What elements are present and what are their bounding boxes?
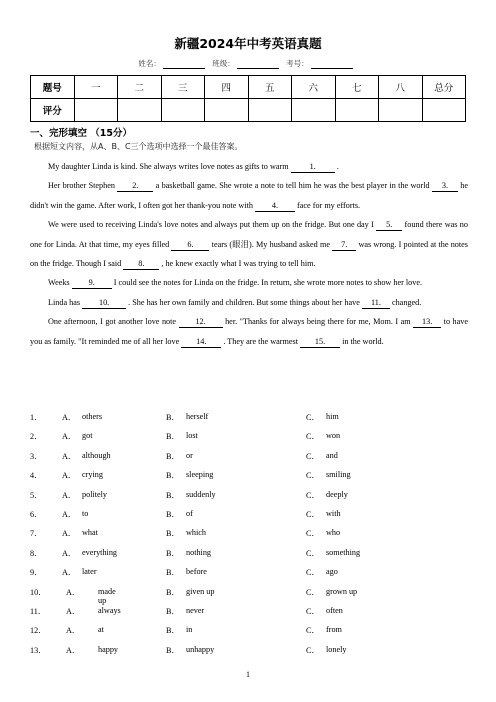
score-empty-cell [292,99,336,122]
blank-13: 13. [413,317,441,328]
blank-1: 1. [291,162,335,173]
answer-options-list [30,412,470,664]
option-b: unhappy [186,644,215,654]
option-row [30,548,470,567]
option-a [66,605,121,617]
option-row [30,451,470,470]
option-b: nothing [186,547,212,557]
option-a-letter: A． [66,626,81,636]
option-c-letter: C． [306,529,320,539]
option-c: who [326,528,341,538]
page-title: 新疆2024年中考英语真题 [174,36,322,51]
option-c-letter: C． [306,471,320,481]
question-number: 4． [30,471,43,481]
option-a [66,586,116,605]
question-number: 12． [30,626,47,636]
option-c: often [326,605,343,615]
option-a [62,431,93,442]
option-a-letter: A． [62,413,77,422]
class-blank [237,60,279,69]
option-c-letter: C． [306,645,320,655]
score-table-header-row [31,76,466,99]
option-a-text: others [82,412,103,421]
option-row [30,645,470,664]
option-b: given up [186,586,215,596]
question-number: 8． [30,548,43,558]
question-number: 13． [30,645,47,655]
score-cell: 二 [118,76,162,99]
section-instruction: 根据短文内容，从A、B、C三个选项中选择一个最佳答案。 [34,142,243,151]
name-blank [163,60,205,69]
option-a [66,625,104,636]
option-b-letter: B． [166,529,180,539]
score-row-label: 评分 [31,99,75,122]
option-b-letter: B． [166,413,180,422]
score-empty-cell [379,99,423,122]
passage-paragraph: Linda has 10. . She has her own family and children. But some things about her have 11. changed. [48,297,422,307]
passage-paragraph: We were used to receiving Linda's love notes and always put them up on the fridge. But one day I 5. found there was no one for Linda. At that time, my eyes filled 6. tears (眼泪). My husband asked me 7. was wrong. I pointed at the notes on the fridge. Though I said 8. , he knew exactly what I was trying to tell him. [30,220,468,269]
option-c: him [326,412,339,421]
option-b: before [186,567,207,577]
option-b-letter: B． [166,626,180,636]
exam-no-label: 考号： [286,59,309,68]
option-a-text: made up [98,586,116,605]
option-c: grown up [326,586,358,596]
option-b: herself [186,412,209,421]
blank-5: 5. [376,220,402,231]
question-number: 5． [30,490,43,500]
option-b: sleeping [186,470,214,480]
blank-4: 4. [255,201,295,212]
option-c: deeply [326,489,348,499]
passage-paragraph: Her brother Stephen 2. a basketball game. She wrote a note to tell him he was the best player in the world 3. he didn't win the game. After work, I often got her thank-you note with 4. face for my efforts. [30,181,468,210]
score-cell: 六 [292,76,336,99]
option-b: suddenly [186,489,216,499]
question-number: 10． [30,587,47,597]
blank-15: 15. [300,337,340,348]
option-a [62,508,89,520]
option-a [62,567,97,578]
passage-paragraph: One afternoon, I got another love note 12. her. "Thanks for always being there for me, Mom. I am 13. to have you as family. "It reminded me of all her love 14. . They are the warmest 15. in the world. [30,317,469,346]
option-c-letter: C． [306,432,320,442]
option-b-letter: B． [166,432,180,442]
option-a-text: everything [82,547,118,557]
option-a [62,547,118,559]
score-cell: 四 [205,76,249,99]
question-number: 9． [30,568,43,578]
section-heading: 一、完形填空 （15分） [30,128,133,139]
option-a-letter: A． [66,587,81,597]
option-row [30,431,470,450]
option-b: lost [186,431,198,441]
option-b-letter: B． [166,606,180,616]
score-empty-cell [118,99,162,122]
option-row [30,606,470,625]
score-empty-cell [422,99,466,122]
option-a-letter: A． [62,471,77,481]
score-cell: 三 [161,76,205,99]
option-a-letter: A． [62,529,77,539]
option-a [62,528,98,539]
option-a-letter: A． [66,606,81,616]
option-c: and [326,450,338,460]
blank-12: 12. [179,317,223,328]
option-a-text: politely [82,489,108,499]
blank-10: 10. [82,298,126,309]
question-number: 1． [30,413,43,422]
option-row [30,509,470,528]
score-cell: 总分 [422,76,466,99]
option-a [62,412,103,423]
score-empty-cell [161,99,205,122]
option-b: never [186,605,205,615]
option-row [30,470,470,489]
option-c: with [326,508,341,518]
option-b: of [186,508,193,518]
score-empty-cell [335,99,379,122]
question-number: 6． [30,509,43,519]
option-a-letter: A． [62,490,77,500]
option-row [30,625,470,644]
option-b-letter: B． [166,645,180,655]
option-a [66,644,119,656]
option-b: in [186,625,193,635]
score-table-score-row [31,99,466,122]
option-c-letter: C． [306,626,320,636]
score-cell: 八 [379,76,423,99]
option-c: lonely [326,644,347,654]
class-label: 班级： [212,59,235,68]
option-b: which [186,528,207,538]
option-row [30,528,470,547]
option-c-letter: C． [306,587,320,597]
option-b: or [186,450,193,460]
option-c: won [326,431,341,441]
option-a-letter: A． [62,432,77,442]
option-b-letter: B． [166,587,180,597]
option-a [62,450,111,462]
option-a-letter: A． [66,645,81,655]
option-a-text: to [82,508,89,518]
score-empty-cell [205,99,249,122]
option-c-letter: C． [306,606,320,616]
page-number: 1 [246,670,250,679]
option-c-letter: C． [306,509,320,519]
option-a-letter: A． [62,451,77,461]
option-c-letter: C． [306,568,320,578]
option-row [30,490,470,509]
option-a-text: got [82,431,93,441]
score-cell: 一 [74,76,118,99]
question-number: 3． [30,451,43,461]
blank-9: 9. [72,278,112,289]
option-a-text: what [82,528,98,538]
option-row [30,567,470,586]
question-number: 7． [30,529,43,539]
option-b-letter: B． [166,509,180,519]
exam-no-blank [311,60,353,69]
blank-7: 7. [332,240,356,251]
option-c-letter: C． [306,451,320,461]
option-c-letter: C． [306,548,320,558]
option-b-letter: B． [166,471,180,481]
option-row [30,587,470,606]
option-c: smiling [326,470,351,480]
name-label: 姓名： [138,59,161,68]
option-row [30,412,470,431]
option-a-letter: A． [62,509,77,519]
option-c: ago [326,567,338,577]
option-c-letter: C． [306,413,320,422]
option-c: something [326,547,361,557]
option-c: from [326,625,342,635]
question-number: 11． [30,606,47,616]
option-a-text: happy [98,644,119,654]
option-a-text: always [98,605,121,615]
option-b-letter: B． [166,451,180,461]
option-a-text: later [82,567,97,577]
blank-8: 8. [123,259,159,270]
score-table [30,75,466,122]
score-empty-cell [248,99,292,122]
option-a-letter: A． [62,548,77,558]
blank-14: 14. [181,337,221,348]
option-a-text: crying [82,470,103,480]
option-b-letter: B． [166,548,180,558]
passage-paragraph: My daughter Linda is kind. She always writes love notes as gifts to warm 1. . [48,162,339,171]
option-c-letter: C． [306,490,320,500]
blank-11: 11. [362,298,390,309]
blank-2: 2. [117,181,153,192]
passage-paragraph: Weeks 9. I could see the notes for Linda on the fridge. In return, she wrote more notes to show her love. [48,278,423,288]
score-cell: 七 [335,76,379,99]
option-a-letter: A． [62,568,77,578]
option-b-letter: B． [166,568,180,578]
option-a-text: although [82,450,111,460]
option-a [62,489,108,501]
score-cell: 五 [248,76,292,99]
option-b-letter: B． [166,490,180,500]
student-info-line [0,58,496,69]
score-cell: 题号 [31,76,75,99]
blank-3: 3. [432,181,458,192]
question-number: 2． [30,432,43,442]
score-empty-cell [74,99,118,122]
option-a [62,470,103,481]
blank-6: 6. [171,240,209,251]
option-a-text: at [98,625,104,635]
cloze-passage [30,157,468,351]
